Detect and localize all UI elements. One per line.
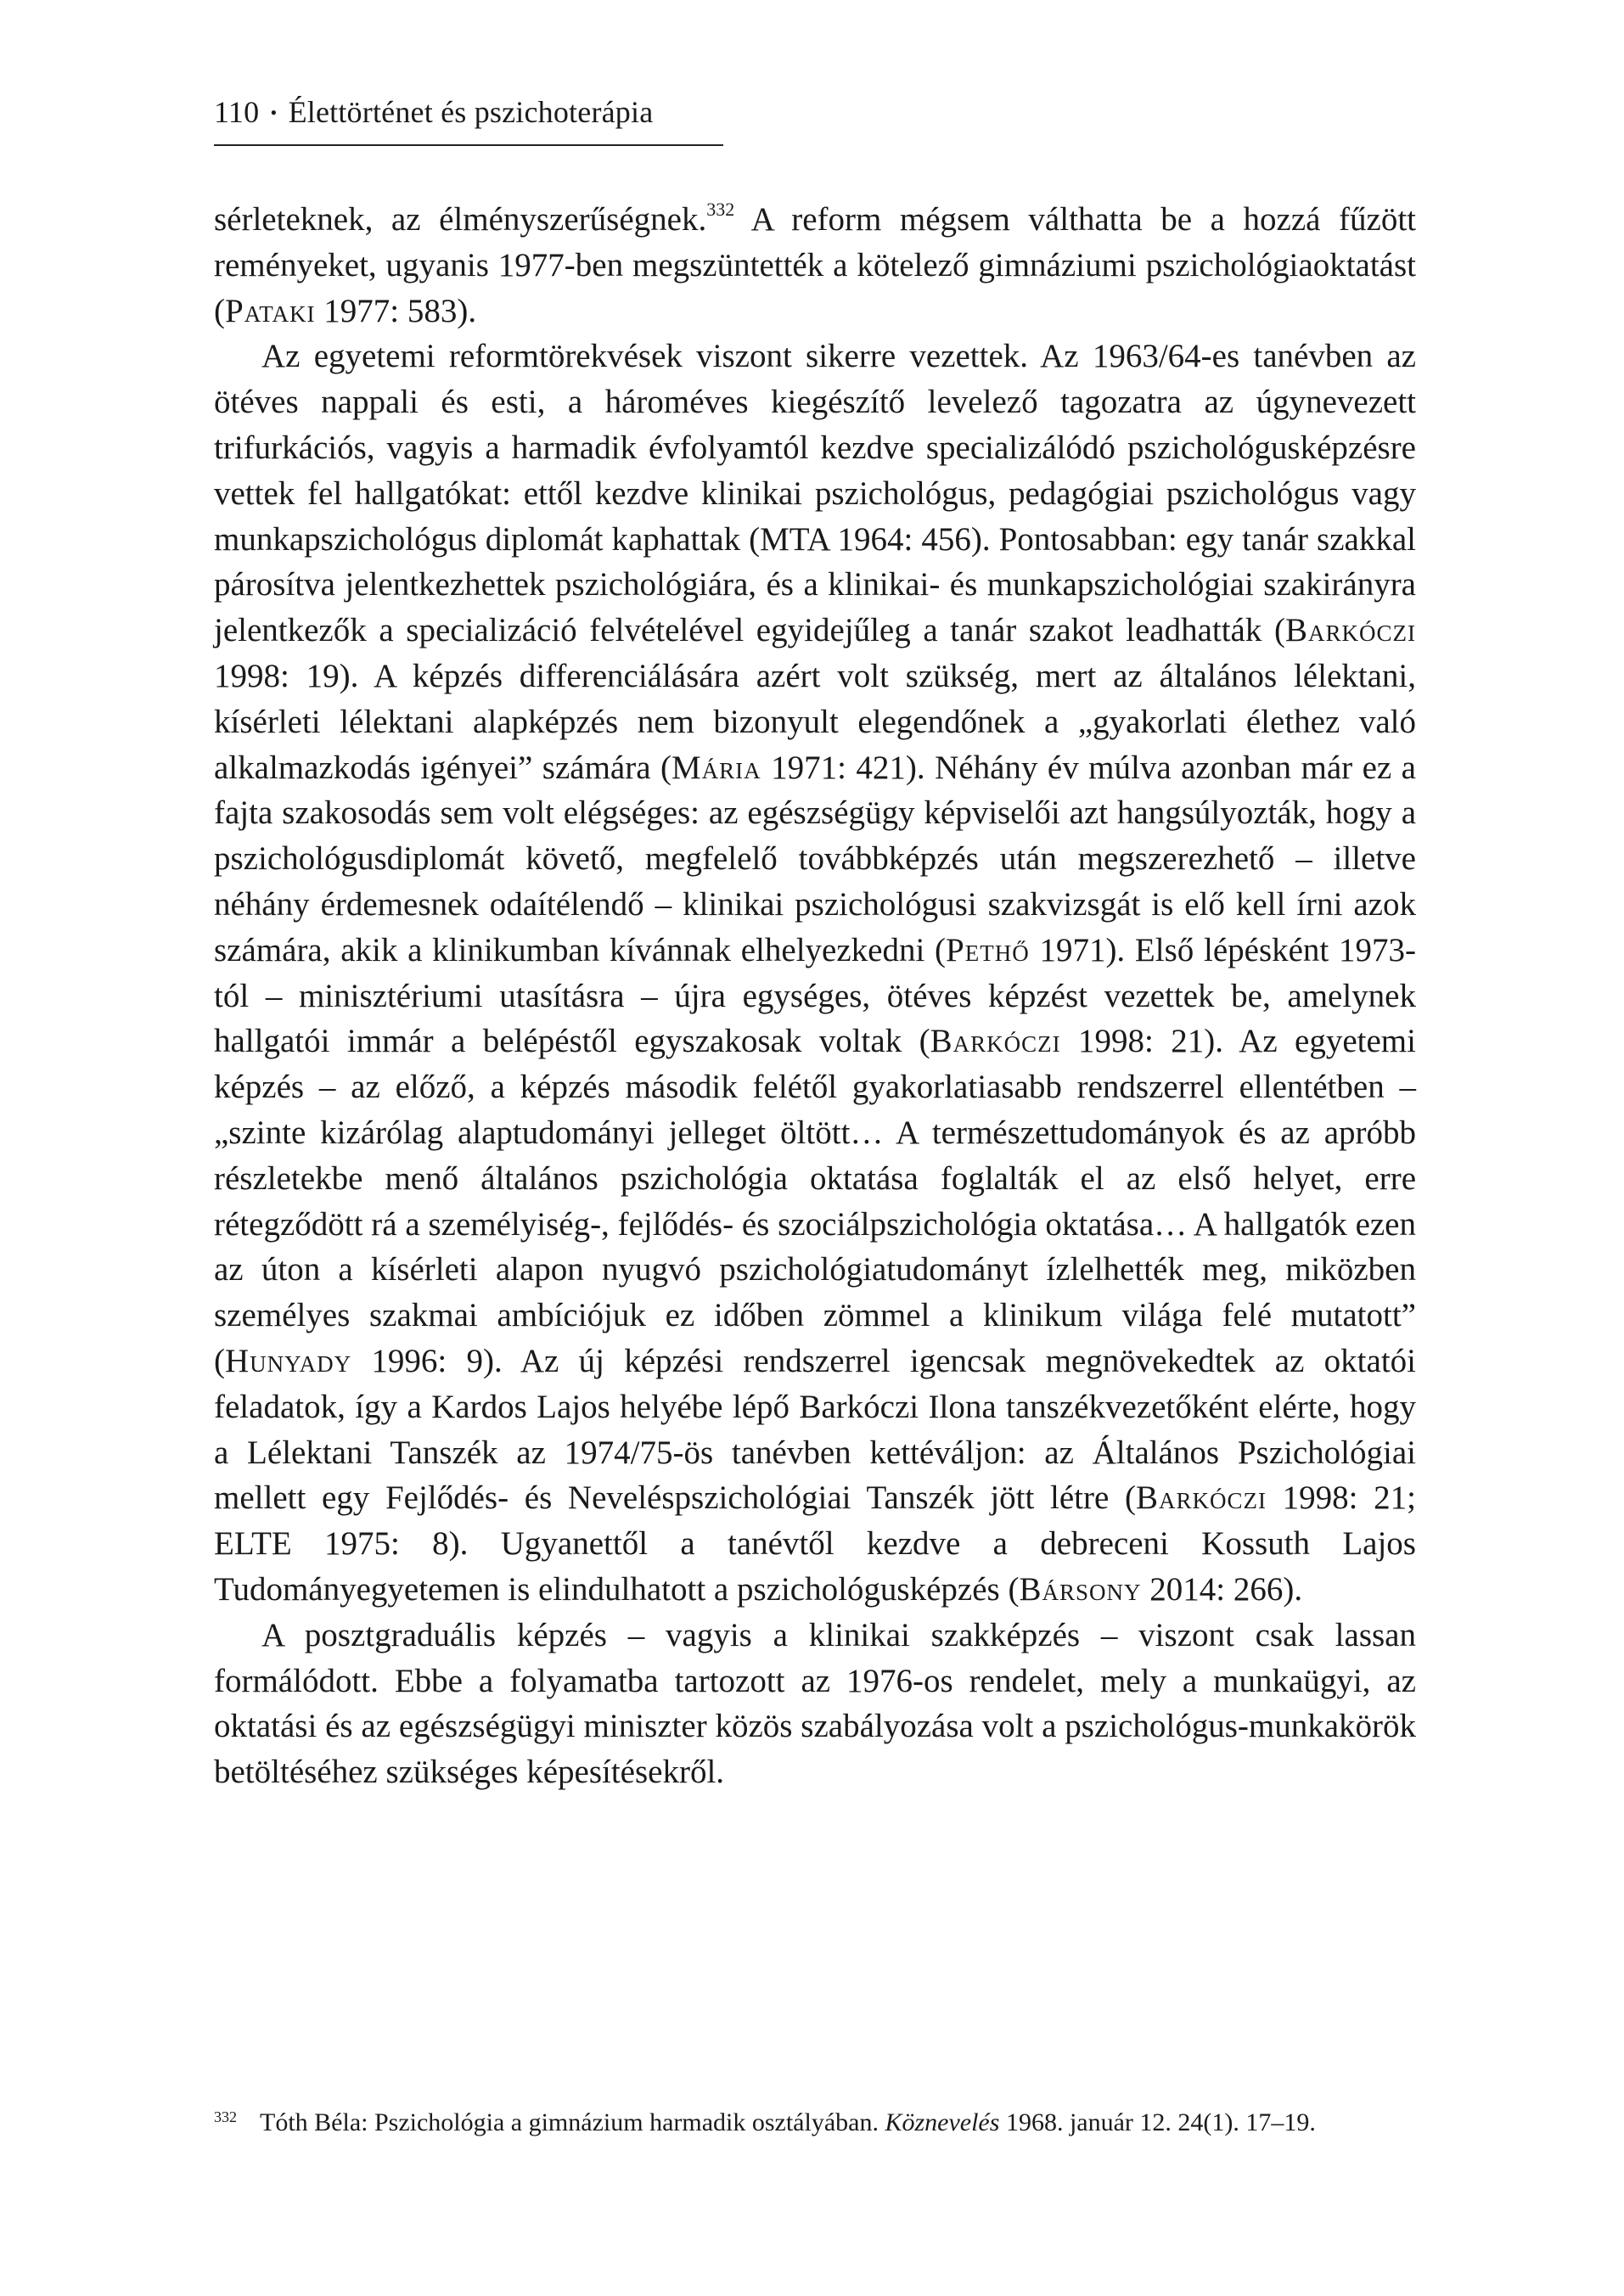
text-run: sérleteknek, az élményszerűségnek.	[214, 201, 707, 238]
text-run: A reform mégsem válthatta be a hozzá fűzött reményeket, ugyanis 1977-ben megszüntették a kötelező gimnáziumi pszichológiaoktatást (	[214, 201, 1416, 329]
paragraph-3: A posztgraduális képzés – vagyis a klinikai szakképzés – viszont csak lassan formálódott. Ebbe a folyamatba tartozott az 1976-os rendelet, mely a munkaügyi, az oktatási és az egészségügyi miniszter közös szabályozása volt a pszichológus-munkakörök betöltéséhez szükséges képesítésekről.	[214, 1616, 1416, 1791]
footnote	[214, 2100, 1416, 2140]
footnote-journal: Köznevelés	[885, 2108, 1000, 2136]
text-run: 1998: 21). Az egyetemi képzés – az előző, a képzés második felétől gyakorlatiasabb rendszerrel ellentétben – „szinte kizárólag alaptudományi jelleget öltött… A természettudományok és az apróbb részletekbe menő általános pszichológia oktatása foglalták el az első helyet, erre rétegződött rá a személyiség-, fejlődés- és szociálpszichológia oktatása… A hallgatók ezen az úton a kísérleti alapon nyugvó pszichológiatudományt ízlelhették meg, miközben személyes szakmai ambíciójuk ez időben zömmel a klinikum világa felé mutatott” (	[214, 1023, 1416, 1379]
paragraph-2	[214, 334, 1416, 1612]
text-run: 1996: 9). Az új képzési rendszerrel igencsak megnövekedtek az oktatói feladatok, így a Kardos Lajos helyébe lépő Barkóczi Ilona tanszékvezetőként elérte, hogy a Lélektani Tanszék az 1974/75-ös tanévben kettéváljon: az Általános Pszichológiai mellett egy Fejlődés- és Neveléspszichológiai Tanszék jött létre (	[214, 1342, 1416, 1517]
footnote-text: Tóth Béla: Pszichológia a gimnázium harmadik osztályában.	[260, 2108, 885, 2136]
text-run: 1998: 21; ELTE 1975: 8). Ugyanettől a tanévtől kezdve a debreceni Kossuth Lajos Tudományegyetemen is elindulhatott a pszichológusképzés (	[214, 1479, 1417, 1608]
author-name: Barkóczi	[1135, 1479, 1267, 1517]
text-run: 1971). Első lépésként 1973-tól – minisztériumi utasításra – újra egységes, ötéves képzést vezettek be, amelynek hallgatói immár a belépéstől egyszakosak voltak (	[214, 931, 1416, 1060]
bullet-separator: •	[270, 102, 278, 123]
author-name: Pataki	[225, 292, 316, 329]
author-name: Hunyady	[225, 1342, 352, 1379]
text-run: 1977: 583).	[315, 292, 477, 329]
author-name: Mária	[671, 749, 761, 786]
text-run: Az egyetemi reformtörekvések viszont sikerre vezettek. Az 1963/64-es tanévben az ötéves nappali és esti, a hároméves kiegészítő levelező tagozatra az úgynevezett trifurkációs, vagyis a harmadik évfolyamtól kezdve specializálódó pszichológusképzésre vettek fel hallgatókat: ettől kezdve klinikai pszichológus, pedagógiai pszichológus vagy munkapszichológus diplomát kaphattak (MTA 1964: 456). Pontosabban: egy tanár szakkal párosítva jelentkezhettek pszichológiára, és a klinikai- és munkapszichológiai szakirányra jelentkezők a specializáció felvételével egyidejűleg a tanár szakot leadhatták (	[214, 338, 1416, 649]
author-name: Barkóczi	[1284, 612, 1416, 649]
footnote-text: 1968. január 12. 24(1). 17–19.	[999, 2108, 1316, 2136]
text-run: 1971: 421). Néhány év múlva azonban már ez a fajta szakosodás sem volt elégséges: az egészségügy képviselői azt hangsúlyozták, hogy a pszichológusdiplomát követő, megfelelő továbbképzés után megszerezhető – illetve néhány érdemesnek odaítélendő – klinikai pszichológusi szakvizsgát is elő kell írni azok számára, akik a klinikumban kívánnak elhelyezkedni (	[214, 749, 1416, 968]
main-text	[214, 197, 1416, 1795]
book-title: Élettörténet és pszichoterápia	[288, 95, 654, 129]
header-rule	[214, 144, 723, 146]
paragraph-1	[214, 197, 1416, 334]
page-number: 110	[214, 95, 260, 129]
footnote-reference[interactable]: 332	[706, 199, 735, 220]
author-name: Bársony	[1019, 1570, 1142, 1608]
text-run: 1998: 19). A képzés differenciálására azért volt szükség, mert az általános lélektani, kísérleti lélektani alapképzés nem bizonyult elegendőnek a „gyakorlati élethez való alkalmazkodás igényei” számára (	[214, 657, 1416, 786]
author-name: Barkóczi	[930, 1023, 1061, 1060]
author-name: Pethő	[946, 931, 1030, 968]
footnote-number: 332	[214, 2108, 237, 2125]
text-run: 2014: 266).	[1141, 1570, 1303, 1608]
running-head	[214, 92, 723, 133]
